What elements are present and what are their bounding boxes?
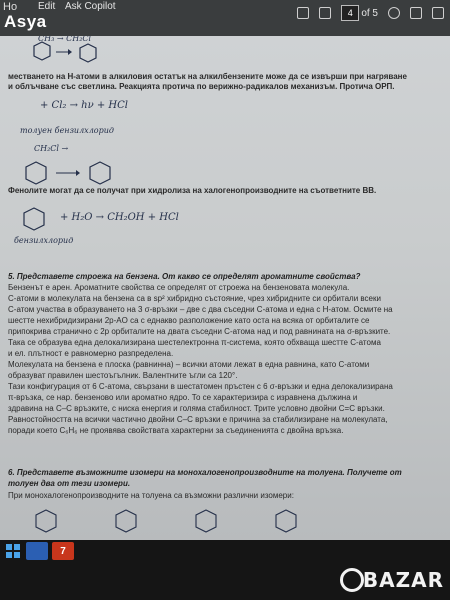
doc-line: Бензенът е арен. Ароматните свойства се определят от строежа на бензеновата молекула. <box>8 283 350 292</box>
app-toolbar <box>0 0 450 36</box>
doc-line: Така се образува една делокализирана шестелектронна π-система, която обхваща шестте С-атома <box>8 338 381 347</box>
fit-page-icon[interactable] <box>388 7 400 19</box>
question-6-cont: толуен два от тези изомери. <box>8 479 131 488</box>
question-5: 5. Представете строежа на бензена. От какво се определят ароматните свойства? <box>8 272 361 281</box>
taskbar-word-button[interactable] <box>26 542 48 560</box>
doc-line: и ел. плътност е равномерно разпределена. <box>8 349 174 358</box>
document-page <box>0 36 450 540</box>
doc-line: поради което С₆Н₆ не проявява свойствата характерни за съединенията с двойна връзка. <box>8 426 344 435</box>
toolbar-icons <box>297 0 450 26</box>
bazar-logo-icon <box>340 568 364 592</box>
total-pages-label: of 5 <box>361 7 378 19</box>
ask-copilot-button[interactable]: Ask Copilot <box>65 1 116 12</box>
handwriting-reaction-1: CH₃ → CH₂Cl <box>38 36 92 43</box>
doc-line: С-атоми в молекулата на бензена са в sp² хибридно състояние, чрез хибридните си орбитали всеки <box>8 294 381 303</box>
doc-line: и облъчване със светлина. Реакцията протича по верижно-радикалов механизъм. Протича ОРП. <box>8 82 395 91</box>
question-6: 6. Представете възможните изомери на монохалогенопроизводните на толуена. Получете от <box>8 468 402 477</box>
edit-menu[interactable]: Edit <box>38 1 56 12</box>
handwriting-reaction-4: + H₂O → CH₂OH + HCl <box>60 212 179 223</box>
doc-line: шестте нехибридизирани 2p-AO са с еднакво разположение като оста на всяка от орбиталите се <box>8 316 370 325</box>
home-menu[interactable]: Ho <box>3 1 18 13</box>
isomer-structures-icon <box>30 504 330 538</box>
taskbar <box>0 540 450 600</box>
doc-line: Тази конфигурация от 6 С-атома, свързани в шестатомен пръстен с 6 σ-връзки и една делокализирана <box>8 382 393 391</box>
doc-line: Молекулата на бензена е плоска (равнинна) – всички атоми лежат в една равнина, като С-атоми <box>8 360 370 369</box>
handwriting-reaction-2: + Cl₂ → hν + HCl <box>40 100 128 111</box>
doc-line: Фенолите могат да се получат при хидролиза на халогенопроизводните на съответните ВВ. <box>8 186 377 195</box>
taskbar-app-button[interactable]: 7 <box>52 542 74 560</box>
doc-line: здравина на С–С връзките, с ниска енергия и голяма стабилност. Трите условно двойни С=С връзки. <box>8 404 385 413</box>
print-icon[interactable] <box>297 7 309 19</box>
doc-line: С-атом участва в образуването на 3 σ-връзки – две с два съседни С-атома и една с Н-атом. Осмите на <box>8 305 393 314</box>
doc-line: При монохалогенопроизводните на толуена са възможни различни изомери: <box>8 491 294 500</box>
current-page-input[interactable]: 4 <box>341 5 359 21</box>
save-icon[interactable] <box>319 7 331 19</box>
doc-line: припокрива странично с 2p орбиталите на двата съседни С-атома над и под равнината на σ-връзките. <box>8 327 391 336</box>
windows-start-icon[interactable] <box>6 544 20 558</box>
doc-line: образуват правилен шестоъгълник. Валентните ъгли са 120°. <box>8 371 238 380</box>
handwriting-reaction-names-2: бензилхлорид <box>14 236 74 245</box>
more-icon[interactable] <box>432 7 444 19</box>
draw-icon[interactable] <box>410 7 422 19</box>
doc-line: местването на Н-атоми в алкиловия остатък на алкилбензените може да се извърши при нагряване <box>8 72 407 81</box>
doc-line: Равностойността на всички частично двойни С–С връзки е причина за стабилизиране на молекулата, <box>8 415 388 424</box>
page-navigator <box>341 5 378 21</box>
doc-line: π-връзка, се нар. бензеново или ароматно ядро. То се характеризира с изравнена дължина и <box>8 393 358 402</box>
bazar-watermark: BAZAR <box>362 568 444 592</box>
user-name-overlay: Asya <box>4 12 47 31</box>
handwriting-reaction-names: толуен бензилхлорид <box>20 126 114 135</box>
toluene-ring-icon <box>20 204 60 234</box>
handwriting-reaction-3: CH₂Cl → <box>34 144 69 153</box>
